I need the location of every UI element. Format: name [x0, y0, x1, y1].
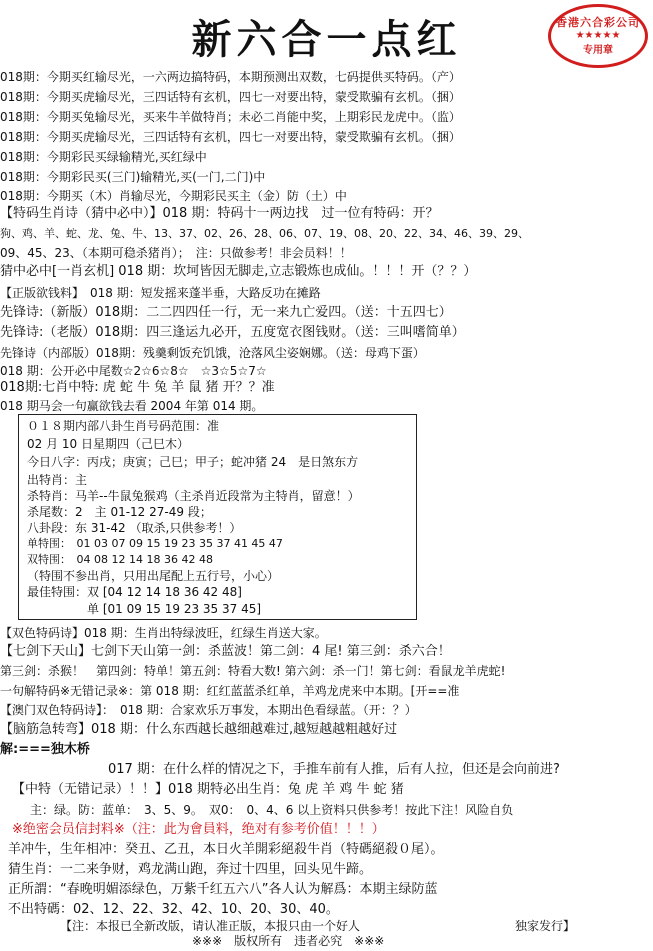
line-red-loss: 018期：今期买红输尽光，一六两边搞特码，本期预测出双数，七码提供买特码。（产）	[0, 70, 461, 84]
line-017-teaser: 017 期：在什么样的情况之下，手推车前有人推，后有人拉，但还是会向前进?	[108, 762, 560, 777]
line-green-loss: 018期：今期彩民买绿输精光,买红绿中	[0, 150, 207, 164]
line-note-new-edition: 【注：本报已全新改版，请认准正版，本报只由一个好人	[60, 919, 361, 933]
box-best-odd: 单 [01 09 15 19 23 35 37 45]	[27, 602, 262, 616]
line-poem-new: 先锋诗:（新版）018期：二二四四任一行，无一来九亡爱四。（送：十五四七）	[0, 305, 452, 320]
line-seven-zodiacs: 018期:七肖中特: 虎 蛇 牛 兔 羊 鼠 猪 开？？准	[0, 380, 275, 395]
line-not-out: 不出特碼：02、12、22、32、42、10、20、30、40。	[8, 902, 339, 917]
line-copyright: ※※※ 版权所有 违者必究 ※※※	[192, 934, 385, 948]
line-poem-old: 先锋诗:（老版）018期：四三逢运九必开，五度宽衣图钱财。（送：三叫嗜简单）	[0, 325, 465, 340]
line-jockey-club: 018 期马会一句赢欲钱去看 2004 年第 014 期。	[0, 399, 264, 413]
box-bagua-range: 八卦段：东 31-42 （取杀,只供参考！）	[27, 521, 242, 535]
box-best-even: 最佳特围：双 [04 12 14 18 36 42 48]	[27, 585, 242, 599]
line-guess-zodiac: 猜生肖：一二来争财，鸡龙满山跑，奔过十四里，回头见牛蹄。	[8, 862, 373, 877]
line-brain-teaser: 【脑筋急转弯】018 期：什么东西越长越细越难过,越短越越粗越好过	[0, 722, 398, 737]
line-member-secret: ※绝密会员信封料※（注：此为會員料，绝对有参考价值！！！）	[12, 822, 385, 837]
seal-stars: ★★★★★	[575, 30, 621, 41]
seal-top-text: 香港六合彩公司	[556, 16, 640, 29]
box-title: ０１８期内部八卦生肖号码范围：准	[27, 419, 220, 433]
box-date: 02 月 10 日星期四（己巳木）	[27, 437, 189, 451]
line-one-zodiac: 猜中必中[一肖玄机] 018 期：坎坷皆因无脚走,立志锻炼也成仙。！！！开（？？）	[0, 264, 477, 279]
box-out-zodiac: 出特肖：主	[27, 473, 88, 487]
line-one-sentence: 一句解特码※无错记录※：第 018 期：红红蓝蓝杀红单，羊鸡龙虎来中本期。[开==准	[0, 684, 460, 698]
line-spring-poem: 正所謂：“春晚明媚添绿色，万紫千红五六八”各人认为解爲：本期主绿防蓝	[8, 882, 438, 897]
box-kill-zodiac: 杀特肖：马羊--牛鼠兔猴鸡（主杀肖近段常为主特肖，留意！）	[27, 489, 360, 503]
internal-bagua-box	[18, 414, 417, 620]
line-teaser-answer: 解:===独木桥	[0, 742, 90, 757]
page-title: 新六合一点红	[191, 16, 462, 63]
line-tiger-loss: 018期：今期买虎输尽光，三四话特有玄机，四七一对要出特，蒙受欺骗有玄机。（捆）	[0, 90, 461, 104]
line-poem-internal: 先锋诗（内部版）018期：残羹剩饭充饥饿，沧落风尘姿娴娜。（送：母鸡下蛋）	[0, 346, 425, 360]
line-number-list: 狗、鸡、羊、蛇、龙、兔、牛、13、37、02、26、28、06、07、19、08、20、22、34、46、39、29、	[0, 227, 529, 240]
line-swords-cont: 第三剑：杀猴！ 第四剑：特单！第五剑：特看大数! 第六剑：杀一门！第七剑：看鼠龙羊虎蛇!	[0, 664, 506, 678]
line-color-poem: 【双色特码诗】018 期：生肖出特绿波旺，红绿生肖送大家。	[0, 626, 327, 640]
line-rabbit-loss: 018期：今期买兔输尽光，买来牛羊做特肖；未必二肖能中奖，上期彩民龙虎中。（监）	[0, 110, 461, 124]
line-tail-numbers: 018 期：公开必中尾数☆2☆6☆8☆ ☆3☆5☆7☆	[0, 364, 267, 378]
box-even-range: 双特围： 04 08 12 14 18 36 42 48	[27, 553, 213, 566]
line-element-loss: 018期：今期买（木）肖输尽光，今期彩民买主（金）防（土）中	[0, 189, 347, 203]
line-seven-swords: 【七剑下天山】七剑下天山第一剑：杀蓝波！第二剑：4 尾! 第三剑：杀六合！	[0, 644, 451, 659]
line-zodiac-poem: 【特码生肖诗（猜中必中）】018 期：特码十一两边找 过一位有特码：开？	[0, 206, 439, 221]
seal-bottom-text: 专用章	[583, 45, 613, 56]
line-color-advice: 主：绿。防：蓝单： 3、5、9。 双0： 0、4、6 以上资料只供参考！按此下注！风险自负	[30, 803, 514, 817]
line-tiger-loss-repeat: 018期：今期买虎输尽光，三四话特有玄机，四七一对要出特，蒙受欺骗有玄机。（捆）	[0, 130, 461, 144]
line-special-zodiacs: 【中特（无错记录）！！】018 期特必出生肖：兔 虎 羊 鸡 牛 蛇 猪	[12, 782, 404, 797]
box-kill-tail: 杀尾数：2 主 01-12 27-49 段；	[27, 505, 212, 519]
line-macau-poem: 【澳门双色特码诗】： 018 期：合家欢乐万事发，本期出色看绿蓝。（开：？）	[0, 703, 417, 717]
box-odd-range: 单特围： 01 03 07 09 15 19 23 35 37 41 45 47	[27, 537, 283, 550]
line-door-loss: 018期：今期彩民买(三门)输精光,买(一门,二门)中	[0, 170, 266, 184]
box-range-note: （特围不参出肖，只用出尾配上五行号，小心）	[27, 569, 280, 583]
box-bazi: 今日八字：丙戌；庚寅；己巳；甲子；蛇冲猪 24 是日煞东方	[27, 455, 359, 469]
line-goat-ox: 羊冲牛，生年相冲：癸丑、乙丑，本日火羊開彩絕殺牛肖（特碼絕殺０尾）。	[8, 842, 444, 857]
line-number-list-cont: 09、45、23、（本期可稳杀猪肖）； 注：只做参考！非会员料！！	[0, 246, 352, 260]
company-seal	[548, 4, 648, 68]
line-exclusive-release: 独家发行】	[515, 919, 576, 933]
line-official-riddle: 【正版欲钱料】 018 期：短发摇来蓬半垂，大路反功在摊路	[0, 286, 321, 300]
